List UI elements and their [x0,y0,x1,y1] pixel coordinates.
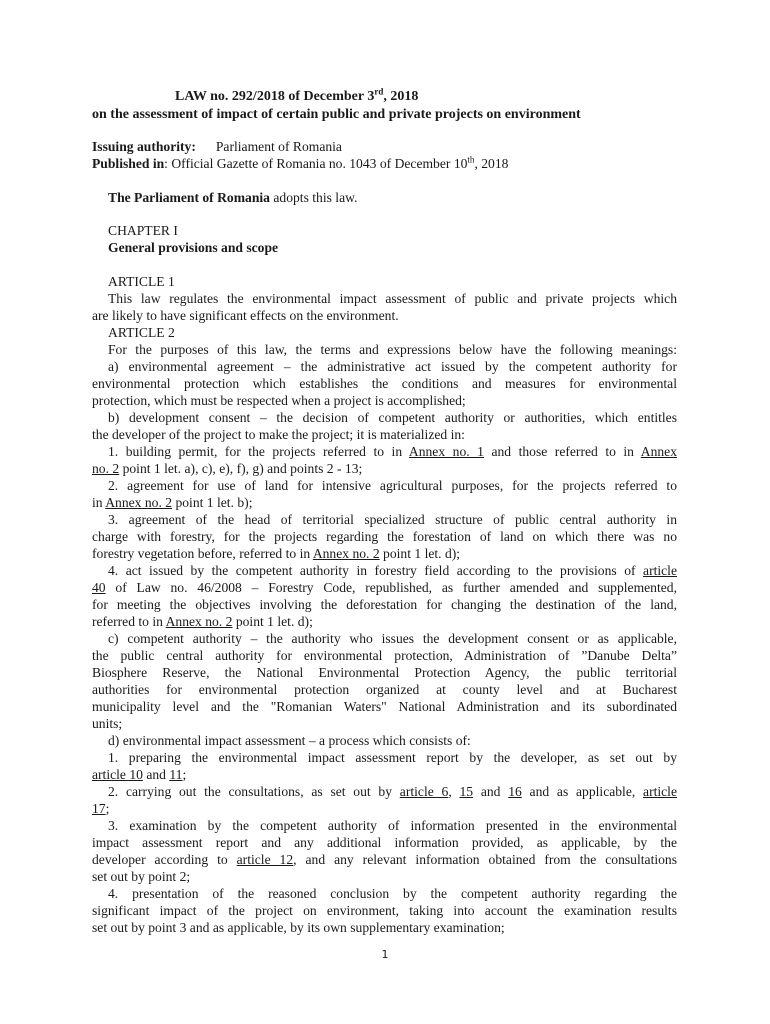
article-12-link[interactable]: article 12 [236,852,294,867]
definition-a: protection, which must be respected when a project is accomplished; [92,393,466,408]
article-2-text: For the purposes of this law, the terms and expressions below have the following meanings: [108,342,677,357]
article-6-link[interactable]: article 6 [399,784,449,799]
article-1-text: This law regulates the environmental impact assessment of public and private projects which [108,291,677,306]
definition-a: environmental protection which establishes the conditions and measures for environmental [92,376,677,391]
definition-c: c) competent authority – the authority who issues the development consent or as applicable, [108,631,677,646]
article-16-link[interactable]: 16 [508,784,522,799]
definition-a: a) environmental agreement – the administrative act issued by the competent authority for [108,359,677,374]
page-number: 1 [381,948,389,961]
article-1-text: are likely to have significant effects on the environment. [92,308,399,323]
definition-c: municipality level and the "Romanian Waters" National Administration and its subordinated [92,699,677,714]
article-10-link[interactable]: article 10 [92,767,143,782]
definition-b-4: 40 of Law no. 46/2008 – Forestry Code, republished, as further amended and supplemented, [92,580,677,595]
article-15-link[interactable]: 15 [459,784,474,799]
definition-d-4: set out by point 3 and as applicable, by its own supplementary examination; [92,920,505,935]
definition-b-2: 2. agreement for use of land for intensive agricultural purposes, for the projects referred to [108,478,677,493]
definition-b-4: referred to in Annex no. 2 point 1 let. d); [92,614,313,629]
definition-b-4: for meeting the objectives involving the deforestation for changing the destination of the land, [92,597,677,612]
article-17-link[interactable]: article [643,784,677,799]
issuing-authority: Issuing authority: Parliament of Romania [92,139,342,154]
article-40-link[interactable]: article [643,563,677,578]
annex-2-link[interactable]: no. 2 [92,461,120,476]
definition-b-4: 4. act issued by the competent authority in forestry field according to the provisions of article [108,563,677,578]
definition-c: the public central authority for environmental protection, Administration of ”Danube Delta” [92,648,677,663]
definition-d-4: 4. presentation of the reasoned conclusion by the competent authority regarding the [108,886,677,901]
annex-1-link[interactable]: Annex no. 1 [408,444,484,459]
definition-d-3: 3. examination by the competent authority of information presented in the environmental [108,818,677,833]
definition-d: d) environmental impact assessment – a process which consists of: [108,733,471,748]
article-17-link[interactable]: 17 [92,801,106,816]
definition-d-4: significant impact of the project on environment, taking into account the examination results [92,903,677,918]
definition-d-3: developer according to article 12, and any relevant information obtained from the consultations [92,852,678,867]
definition-c: authorities for environmental protection organized at county level and at Bucharest [92,682,677,697]
definition-b-2: in Annex no. 2 point 1 let. b); [92,495,253,510]
definition-b: the developer of the project to make the project; it is materialized in: [92,427,465,442]
annex-2-link[interactable]: Annex no. 2 [105,495,173,510]
chapter-name: General provisions and scope [108,240,279,255]
article-2-heading: ARTICLE 2 [108,325,175,340]
definition-b-3: 3. agreement of the head of territorial specialized structure of public central authority in [108,512,677,527]
adoption-line: The Parliament of Romania adopts this law. [108,190,358,205]
definition-c: units; [92,716,123,731]
definition-b-1: 1. building permit, for the projects referred to in Annex no. 1 and those referred to in Annex [108,444,677,459]
definition-b-1: no. 2 point 1 let. a), c), e), f), g) and points 2 - 13; [92,461,363,476]
article-40-link[interactable]: 40 [92,580,106,595]
annex-2-link[interactable]: Annex no. 2 [312,546,380,561]
definition-d-1: article 10 and 11; [92,767,187,782]
chapter-number: CHAPTER I [108,223,178,238]
definition-d-3: impact assessment report and any additional information provided, as applicable, by the [92,835,677,850]
annex-2-link[interactable]: Annex no. 2 [165,614,233,629]
article-1-heading: ARTICLE 1 [108,274,175,289]
definition-d-3: set out by point 2; [92,869,191,884]
definition-c: Biosphere Reserve, the National Environmental Protection Agency, the public territorial [92,665,677,680]
law-subtitle: on the assessment of impact of certain public and private projects on environment [92,107,581,122]
definition-b-3: charge with forestry, for the projects regarding the forestation of land on which there was no [92,529,677,544]
definition-b-3: forestry vegetation before, referred to in Annex no. 2 point 1 let. d); [92,546,461,561]
published-in: Published in: Official Gazette of Romania no. 1043 of December 10th, 2018 [92,154,509,171]
article-11-link[interactable]: 11 [169,767,183,782]
definition-d-2: 17; [92,801,110,816]
definition-d-1: 1. preparing the environmental impact assessment report by the developer, as set out by [108,750,677,765]
definition-b: b) development consent – the decision of competent authority or authorities, which entitles [108,410,677,425]
law-title: LAW no. 292/2018 of December 3rd, 2018 [175,86,419,104]
annex-2-link[interactable]: Annex [640,444,677,459]
definition-d-2: 2. carrying out the consultations, as set out by article 6, 15 and 16 and as applicable, article [108,784,677,799]
